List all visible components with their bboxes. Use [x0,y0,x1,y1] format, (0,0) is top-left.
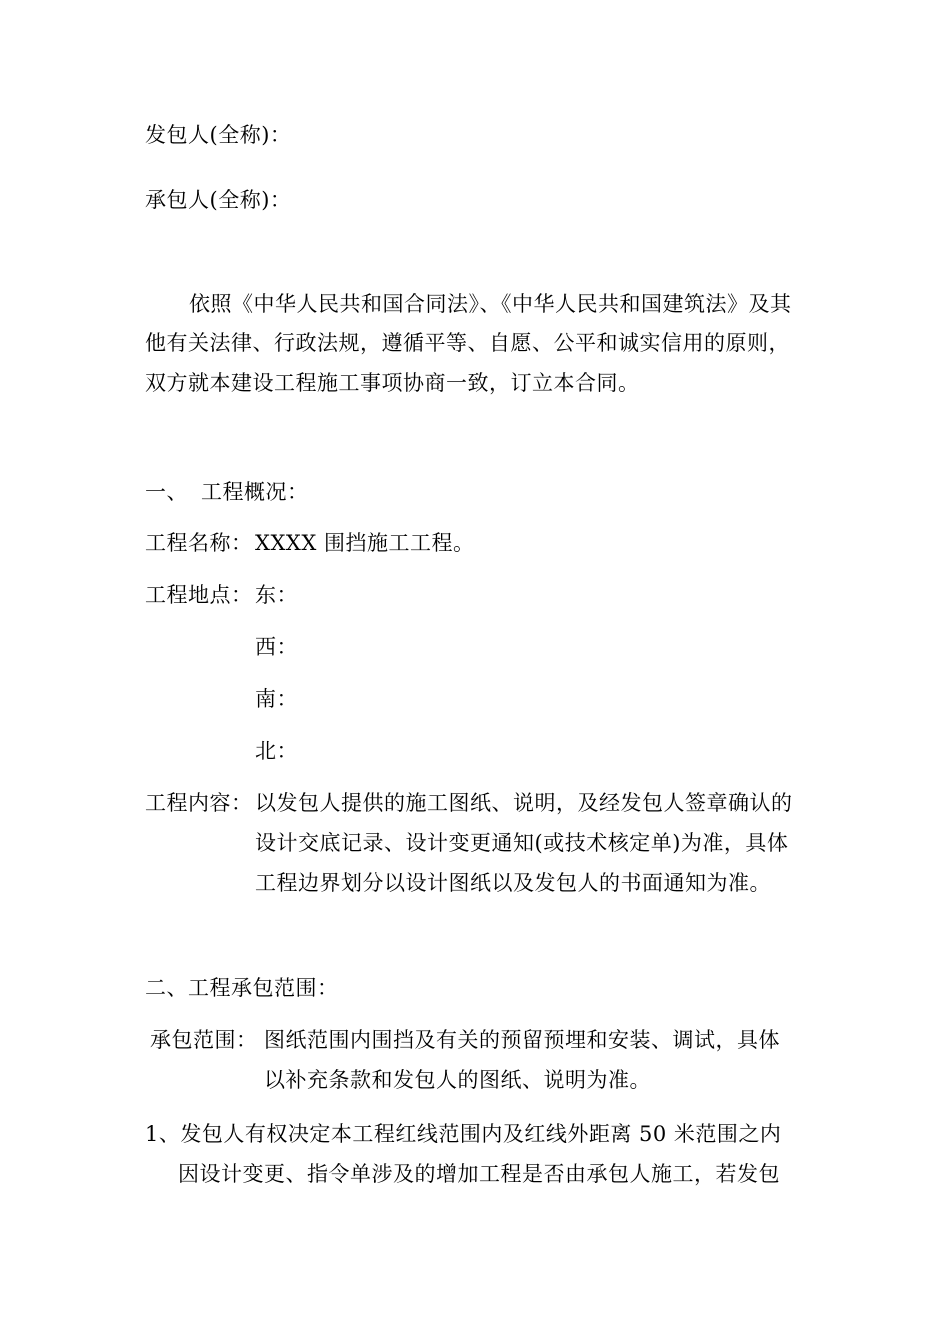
scope-line-2: 以补充条款和发包人的图纸、说明为准。 [264,1068,651,1092]
scope-line-1: 图纸范围内围挡及有关的预留预埋和安装、调试，具体 [264,1028,780,1052]
project-content-line-3: 工程边界划分以设计图纸以及发包人的书面通知为准。 [255,871,771,895]
project-location-label: 工程地点： [145,583,253,607]
section1-heading: 工程概况： [201,480,309,504]
location-east: 东： [255,583,298,607]
preamble-line-2: 他有关法律、行政法规，遵循平等、自愿、公平和诚实信用的原则， [145,331,790,355]
section2-heading: 二、工程承包范围： [145,976,339,1000]
contractor-line: 承包人(全称)： [145,188,292,212]
project-content-label: 工程内容： [145,791,253,815]
project-content-line-2: 设计交底记录、设计变更通知(或技术核定单)为准，具体 [255,831,789,855]
location-south: 南： [255,687,298,711]
item-1-line-2: 因设计变更、指令单涉及的增加工程是否由承包人施工，若发包 [178,1162,780,1186]
project-content-line-1: 以发包人提供的施工图纸、说明，及经发包人签章确认的 [255,791,793,815]
scope-label: 承包范围： [150,1028,258,1052]
section1-heading-number: 一、 [145,480,188,504]
location-north: 北： [255,739,298,763]
location-west: 西： [255,635,298,659]
preamble-line-1: 依照《中华人民共和国合同法》、《中华人民共和国建筑法》及其 [189,292,792,316]
project-name-label: 工程名称： [145,531,253,555]
project-name-value: XXXX 围挡施工工程。 [255,531,475,555]
item-1-line-1: 1、发包人有权决定本工程红线范围内及红线外距离 50 米范围之内 [145,1122,782,1146]
preamble-line-3: 双方就本建设工程施工事项协商一致，订立本合同。 [145,371,640,395]
employer-line: 发包人(全称)： [145,123,292,147]
